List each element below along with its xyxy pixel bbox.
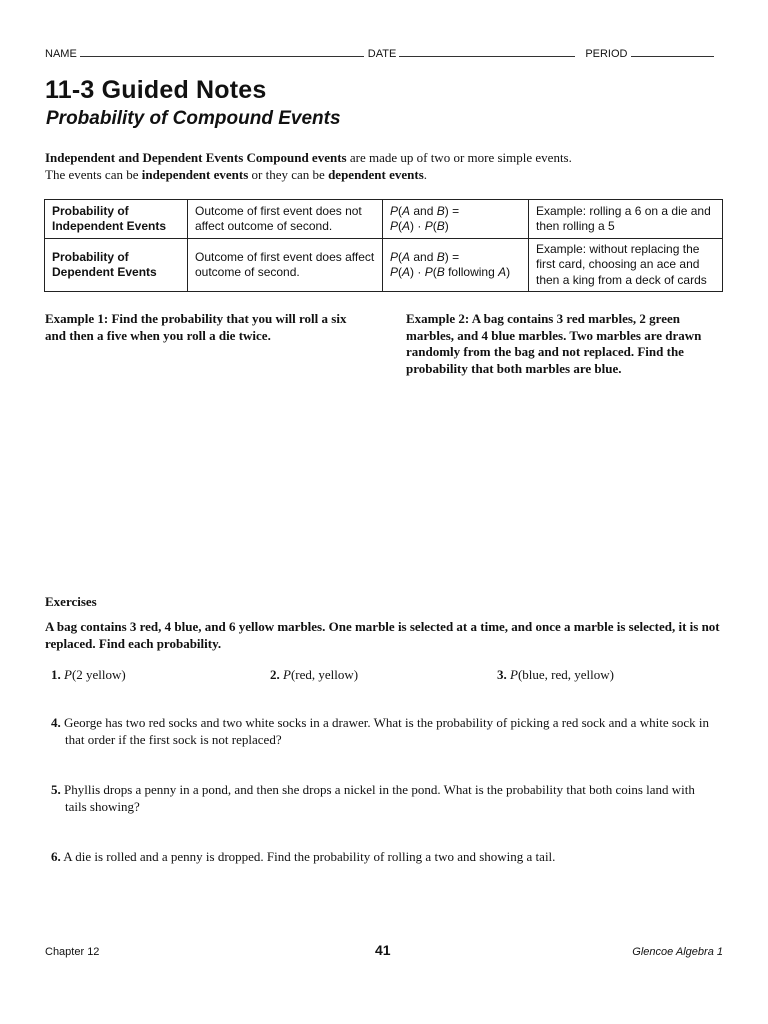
- period-label: PERIOD: [585, 48, 628, 60]
- question-text: George has two red socks and two white socks in a drawer. What is the probability of picking a red sock and a white sock in that order if the first sock is not replaced?: [64, 715, 710, 747]
- intro-heading: Independent and Dependent Events: [45, 150, 244, 165]
- question-5: [45, 782, 715, 815]
- formula-word: and: [413, 249, 434, 264]
- intro-text-4: .: [423, 166, 428, 182]
- period-field[interactable]: [631, 46, 714, 57]
- formula-dot: ·: [417, 219, 422, 233]
- exercise-number: 3.: [497, 667, 507, 682]
- formula-line: P(A) · P(B): [390, 219, 449, 233]
- intro-text-3: or they can be: [248, 166, 329, 182]
- row-example: Example: without replacing the first card, choosing an ace and then a king from a deck of cards: [529, 239, 723, 292]
- page-number: 41: [375, 942, 391, 958]
- row-label-line: Probability of: [52, 249, 129, 264]
- exercise-text: (2 yellow): [71, 667, 126, 682]
- example-2: Example 2: A bag contains 3 red marbles, 2 green marbles, and 4 blue marbles. Two marbles are drawn randomly from the bag and not replaced. Find the probability that both marbles are blue.: [406, 311, 702, 376]
- exercises-intro: A bag contains 3 red, 4 blue, and 6 yellow marbles. One marble is selected at a time, and once a marble is selected, it is not replaced. Find each probability.: [45, 619, 720, 651]
- intro-term-dependent: dependent events: [328, 166, 424, 182]
- example-1: Example 1: Find the probability that you will roll a six and then a five when you roll a die twice.: [45, 311, 347, 343]
- intro-line-1: [45, 150, 735, 167]
- row-example: Example: rolling a 6 on a die and then rolling a 5: [529, 200, 723, 239]
- question-4: [45, 715, 715, 748]
- formula-line: P(A and B) =: [390, 203, 460, 218]
- page-subtitle: Probability of Compound Events: [46, 108, 341, 129]
- footer-chapter: Chapter 12: [45, 946, 100, 958]
- page-title: 11-3 Guided Notes: [45, 76, 267, 104]
- row-label-line: Independent Events: [52, 219, 167, 233]
- row-label-line: Probability of: [52, 203, 129, 218]
- question-number: 5.: [51, 782, 61, 797]
- exercise-item: 1. P(2 yellow): [51, 667, 126, 682]
- question-number: 6.: [51, 849, 61, 864]
- formula-word: and: [413, 203, 434, 218]
- row-description: Outcome of first event does affect outcome of second.: [188, 239, 383, 292]
- exercises-heading: Exercises: [45, 594, 97, 609]
- row-description: Outcome of first event does not affect outcome of second.: [188, 200, 383, 239]
- exercise-number: 2.: [270, 667, 280, 682]
- row-label: [45, 200, 188, 239]
- exercise-text: (red, yellow): [290, 667, 359, 682]
- row-label-line: Dependent Events: [52, 265, 157, 279]
- formula-line: P(A) · P(B following A): [390, 265, 511, 279]
- exercise-item: 3. P(blue, red, yellow): [497, 667, 614, 682]
- table-row: [45, 239, 723, 292]
- name-label: NAME: [45, 48, 77, 60]
- intro-text-1: are made up of two or more simple events.: [346, 150, 572, 165]
- intro-term-compound: Compound events: [246, 150, 347, 165]
- question-text: A die is rolled and a penny is dropped. Find the probability of rolling a two and showing a tail.: [63, 849, 556, 864]
- name-field[interactable]: [80, 46, 364, 57]
- table-row: [45, 200, 723, 239]
- question-number: 4.: [51, 715, 61, 730]
- intro-paragraph: [45, 150, 735, 183]
- formula-word: following: [448, 265, 495, 279]
- row-formula: [383, 239, 529, 292]
- question-text: Phyllis drops a penny in a pond, and then she drops a nickel in the pond. What is the probability that both coins land with tails showing?: [64, 782, 695, 814]
- probability-table: [44, 199, 723, 292]
- row-formula: [383, 200, 529, 239]
- intro-line-2: [45, 167, 735, 184]
- formula-line: P(A and B) =: [390, 249, 460, 264]
- question-6: [45, 849, 715, 866]
- exercise-item: 2. P(red, yellow): [270, 667, 359, 682]
- exercise-text: (blue, red, yellow): [517, 667, 614, 682]
- row-label: [45, 239, 188, 292]
- intro-term-independent: independent events: [141, 166, 249, 182]
- date-label: DATE: [367, 48, 397, 60]
- footer-book: Glencoe Algebra 1: [632, 946, 723, 958]
- header-row: [45, 46, 723, 60]
- exercise-number: 1.: [51, 667, 61, 682]
- date-field[interactable]: [399, 46, 575, 57]
- intro-text-2: The events can be: [45, 166, 142, 182]
